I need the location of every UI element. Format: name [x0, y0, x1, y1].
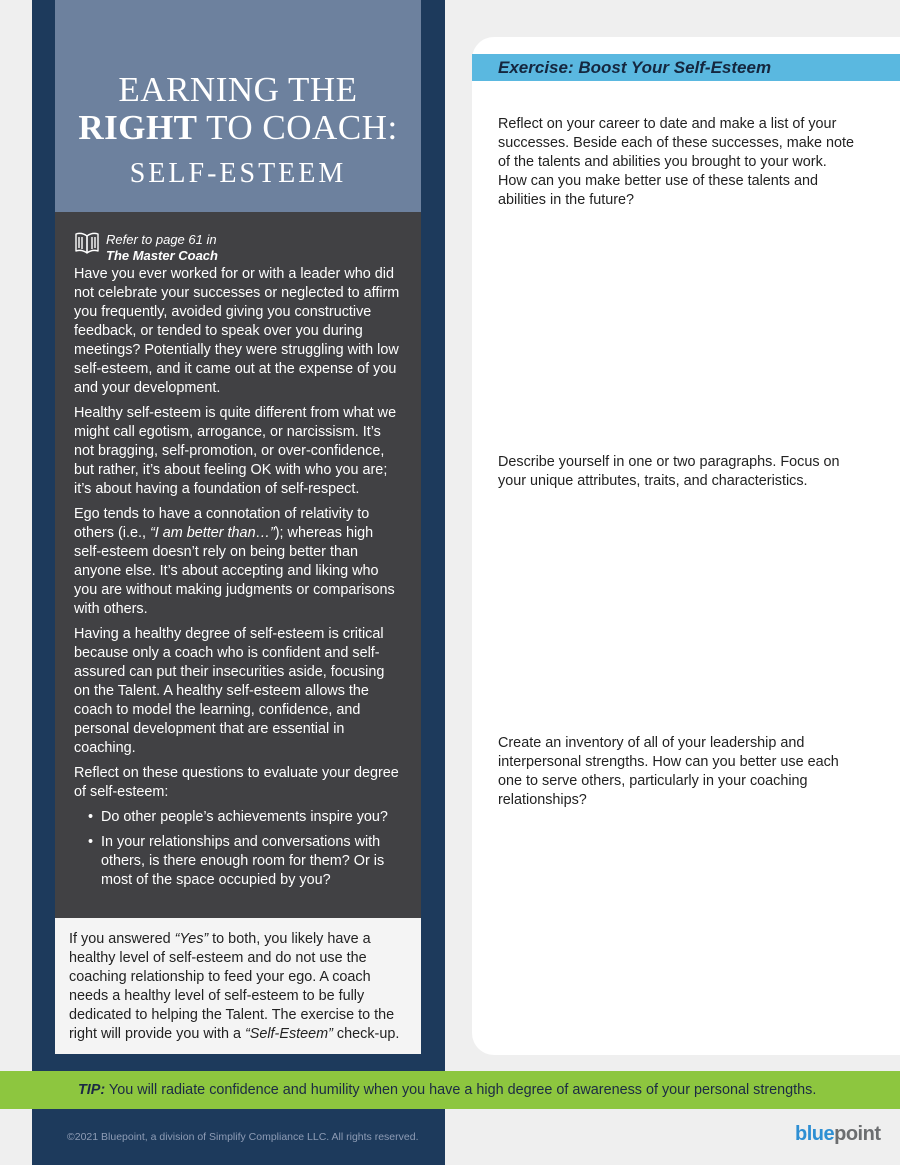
- paragraph: Having a healthy degree of self-esteem is critical because only a coach who is confident and self-assured can put their insecurities aside, focusing on the Talent. A healthy self-esteem allows the coach to model the learning, confidence, and personal development that are essential in coaching.: [74, 626, 385, 756]
- book-reference: [74, 232, 401, 265]
- exercise-title: [498, 58, 771, 78]
- exercise-label: Exercise:: [498, 58, 574, 77]
- logo-gray-part: point: [834, 1123, 881, 1145]
- answer-self-esteem-quote: “Self-Esteem”: [244, 1026, 333, 1042]
- page-title-rest: TO COACH:: [197, 108, 398, 147]
- exercise-question-2: Describe yourself in one or two paragraphs. Focus on your unique attributes, traits, and characteristics.: [498, 454, 840, 489]
- reference-text: [106, 232, 218, 264]
- tip-text: [78, 1082, 816, 1098]
- answer-text: [69, 930, 405, 1044]
- open-book-icon: [74, 231, 100, 255]
- answer-text-part: check-up.: [332, 1026, 400, 1042]
- reference-book-title: The Master Coach: [106, 248, 218, 263]
- reference-page: Refer to page 61 in: [106, 232, 217, 247]
- paragraph-quote: “I am better than…”: [149, 525, 275, 541]
- answer-yes-quote: “Yes”: [174, 931, 209, 947]
- exercise-question-3: Create an inventory of all of your leadership and interpersonal strengths. How can you better use each one to serve others, particularly in your coaching relationships?: [498, 735, 839, 808]
- page-title-line2: [55, 108, 421, 148]
- paragraph: Reflect on these questions to evaluate your degree of self-esteem:: [74, 765, 399, 800]
- tip-label: TIP:: [78, 1082, 106, 1098]
- paragraph-text: ); whereas high self-esteem doesn’t rely on being better than anyone else. It’s about accepting and liking who you are without making judgments or comparisons with others.: [74, 525, 395, 617]
- reflection-questions: [74, 808, 401, 890]
- bullet-icon: •: [88, 809, 94, 825]
- tip-body: You will radiate confidence and humility when you have a high degree of awareness of your personal strengths.: [105, 1082, 817, 1098]
- article-body: [55, 212, 421, 918]
- list-item: [74, 833, 401, 890]
- exercise-header: [472, 54, 900, 81]
- paragraph-text: Ego tends to have a connotation of relativity to others (i.e.,: [74, 506, 370, 541]
- paragraph: Healthy self-esteem is quite different from what we might call egotism, arrogance, or narcissism. It’s not bragging, self-promotion, or over-confidence, but rather, it’s about feeling OK with who you are; it’s about having a foundation of self-respect.: [74, 405, 397, 497]
- paragraph: [74, 505, 401, 619]
- answer-text-part: If you answered: [69, 931, 175, 947]
- list-item: [74, 808, 401, 827]
- bluepoint-logo: [795, 1123, 881, 1146]
- logo-blue-part: blue: [795, 1123, 835, 1145]
- exercise-name: Boost Your Self-Esteem: [573, 58, 772, 77]
- paragraph: Have you ever worked for or with a leader who did not celebrate your successes or neglected to affirm you frequently, avoided giving you constructive feedback, or tended to speak over you during meetings? Potentially they were struggling with low self-esteem, and it came out at the expense of you and your development.: [74, 266, 400, 396]
- page-title-line1: EARNING THE: [118, 70, 358, 109]
- copyright-notice: ©2021 Bluepoint, a division of Simplify Compliance LLC. All rights reserved.: [67, 1131, 419, 1143]
- tip-banner: [0, 1071, 900, 1109]
- title-block: [55, 0, 421, 212]
- page-title-bold-word: RIGHT: [78, 108, 198, 147]
- list-item-text: Do other people’s achievements inspire you?: [101, 809, 388, 825]
- page-subtitle: SELF-ESTEEM: [129, 158, 347, 189]
- answer-callout: [55, 918, 421, 1054]
- exercise-question-1: Reflect on your career to date and make a list of your successes. Beside each of these successes, make note of the talents and abilities you brought to your work. How can you make better use of these talents and abilities in the future?: [498, 116, 854, 208]
- list-item-text: In your relationships and conversations with others, is there enough room for them? Or is most of the space occupied by you?: [101, 834, 385, 888]
- answer-text-part: to both, you likely have a healthy level of self-esteem and do not use the coaching relationship to feed your ego. A coach needs a healthy level of self-esteem to be fully dedicated to helping the Talent. The exercise to the right will provide you with a: [69, 931, 395, 1042]
- bullet-icon: •: [88, 834, 94, 850]
